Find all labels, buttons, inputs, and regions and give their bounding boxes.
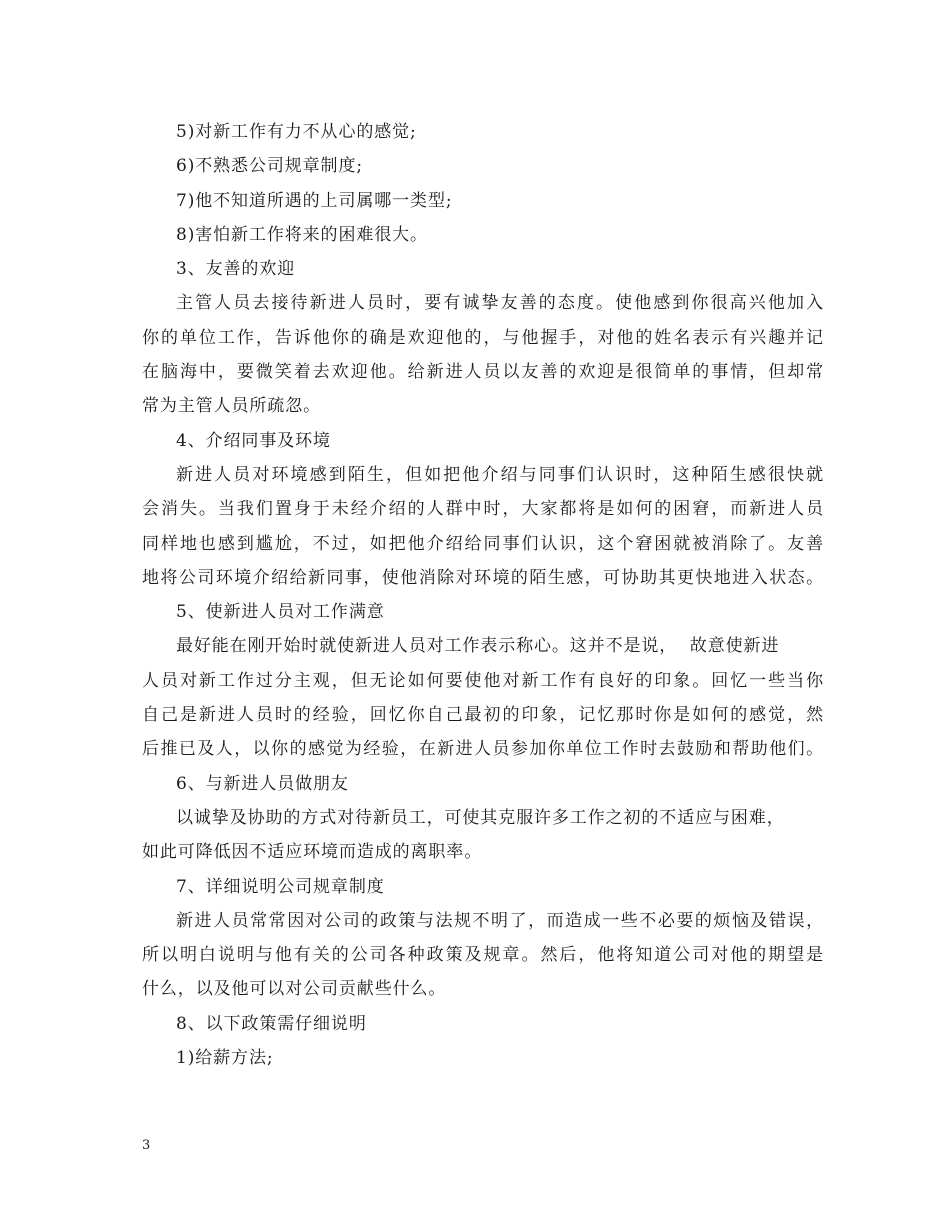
paragraph-line: 新进人员常常因对公司的政策与法规不明了，而造成一些不必要的烦恼及错误， xyxy=(176,910,824,931)
paragraph-line: 自己是新进人员时的经验，回忆你自己最初的印象，记忆那时你是如何的感觉，然 xyxy=(142,705,824,726)
paragraph-line: 如此可降低因不适应环境而造成的离职率。 xyxy=(142,842,483,863)
list-item: 1)给薪方法; xyxy=(176,1048,274,1069)
list-item: 5)对新工作有力不从心的感觉; xyxy=(176,122,417,142)
section-heading: 7、详细说明公司规章制度 xyxy=(176,876,385,897)
paragraph-line: 人员对新工作过分主观，但无论如何要使他对新工作有良好的印象。回忆一些当你 xyxy=(142,670,824,691)
section-heading: 6、与新进人员做朋友 xyxy=(176,773,349,794)
list-item: 8)害怕新工作将来的困难很大。 xyxy=(176,224,428,245)
document-body xyxy=(142,115,824,1075)
paragraph-line: 所以明白说明与他有关的公司各种政策及规章。然后，他将知道公司对他的期望是 xyxy=(142,945,824,966)
paragraph-line: 常为主管人员所疏忽。 xyxy=(142,396,321,417)
paragraph-line: 在脑海中，要微笑着去欢迎他。给新进人员以友善的欢迎是很简单的事情，但却常 xyxy=(142,362,824,383)
section-heading: 4、介绍同事及环境 xyxy=(176,430,331,451)
list-item: 7)他不知道所遇的上司属哪一类型; xyxy=(176,190,453,211)
paragraph-line: 主管人员去接待新进人员时，要有诚挚友善的态度。使他感到你很高兴他加入 xyxy=(176,293,824,314)
paragraph-line: 后推已及人，以你的感觉为经验，在新进人员参加你单位工作时去鼓励和帮助他们。 xyxy=(142,739,824,760)
section-heading: 3、友善的欢迎 xyxy=(176,259,296,280)
paragraph-line: 新进人员对环境感到陌生，但如把他介绍与同事们认识时，这种陌生感很快就 xyxy=(176,464,824,485)
section-heading: 8、以下政策需仔细说明 xyxy=(176,1013,367,1034)
paragraph-line: 最好能在刚开始时就使新进人员对工作表示称心。这并不是说， 故意使新进 xyxy=(176,636,780,657)
paragraph-line: 你的单位工作，告诉他你的确是欢迎他的，与他握手，对他的姓名表示有兴趣并记 xyxy=(142,327,824,348)
paragraph-line: 以诚挚及协助的方式对待新员工，可使其克服许多工作之初的不适应与困难， xyxy=(176,807,785,828)
paragraph-line: 地将公司环境介绍给新同事，使他消除对环境的陌生感，可协助其更快地进入状态。 xyxy=(142,567,824,588)
paragraph-line: 同样地也感到尴尬，不过，如把他介绍给同事们认识，这个窘困就被消除了。友善 xyxy=(142,533,824,554)
list-item: 6)不熟悉公司规章制度; xyxy=(176,156,363,177)
paragraph-line: 什么，以及他可以对公司贡献些什么。 xyxy=(142,979,447,1000)
paragraph-line: 会消失。当我们置身于未经介绍的人群中时，大家都将是如何的困窘，而新进人员 xyxy=(142,499,824,520)
page-number: 3 xyxy=(142,1138,151,1153)
section-heading: 5、使新进人员对工作满意 xyxy=(176,602,385,623)
